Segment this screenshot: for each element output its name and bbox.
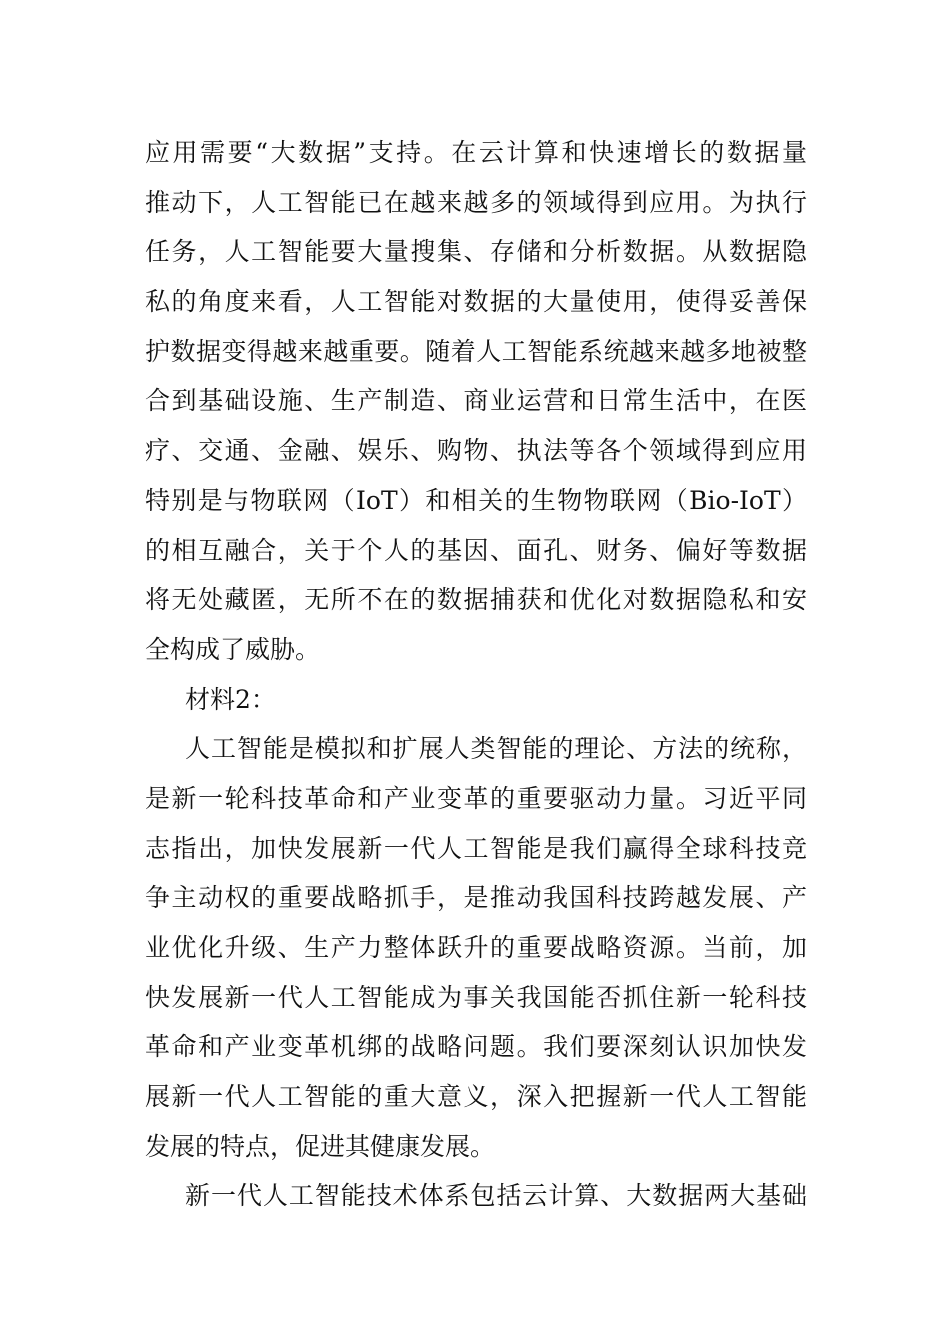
text-line: 全构成了威胁。 [145,634,321,664]
section-heading: 材料2： [185,684,276,714]
text-line: 发展的特点，促进其健康发展。 [145,1131,496,1161]
text-line: 人工智能是模拟和扩展人类智能的理论、方法的统称， [185,734,807,764]
text-line: 的相互融合，关于个人的基因、面孔、财务、偏好等数据 [145,535,807,565]
text-line: 特别是与物联网（IoT）和相关的生物物联网（Bio-IoT） [145,485,807,515]
text-line: 展新一代人工智能的重大意义，深入把握新一代人工智能 [145,1082,807,1112]
text-line: 任务，人工智能要大量搜集、存储和分析数据。从数据隐 [145,237,807,267]
text-line: 合到基础设施、生产制造、商业运营和日常生活中，在医 [145,386,807,416]
text-line: 疗、交通、金融、娱乐、购物、执法等各个领域得到应用 [145,436,807,466]
text-line: 推动下，人工智能已在越来越多的领域得到应用。为执行 [145,187,807,217]
text-line: 志指出，加快发展新一代人工智能是我们赢得全球科技竞 [145,833,807,863]
text-line: 应用需要“大数据”支持。在云计算和快速增长的数据量 [145,138,807,167]
text-line: 业优化升级、生产力整体跃升的重要战略资源。当前，加 [145,933,807,962]
text-line: 私的角度来看，人工智能对数据的大量使用，使得妥善保 [145,287,807,317]
text-line: 革命和产业变革机绑的战略问题。我们要深刻认识加快发 [145,1032,807,1062]
text-line: 是新一轮科技革命和产业变革的重要驱动力量。习近平同 [145,783,807,813]
text-line: 争主动权的重要战略抓手，是推动我国科技跨越发展、产 [145,883,807,913]
text-line: 快发展新一代人工智能成为事关我国能否抓住新一轮科技 [145,982,807,1012]
text-line: 新一代人工智能技术体系包括云计算、大数据两大基础 [185,1181,807,1211]
text-line: 护数据变得越来越重要。随着人工智能系统越来越多地被整 [145,336,807,366]
document-body [145,132,807,1225]
text-line: 将无处藏匿，无所不在的数据捕获和优化对数据隐私和安 [145,585,807,615]
